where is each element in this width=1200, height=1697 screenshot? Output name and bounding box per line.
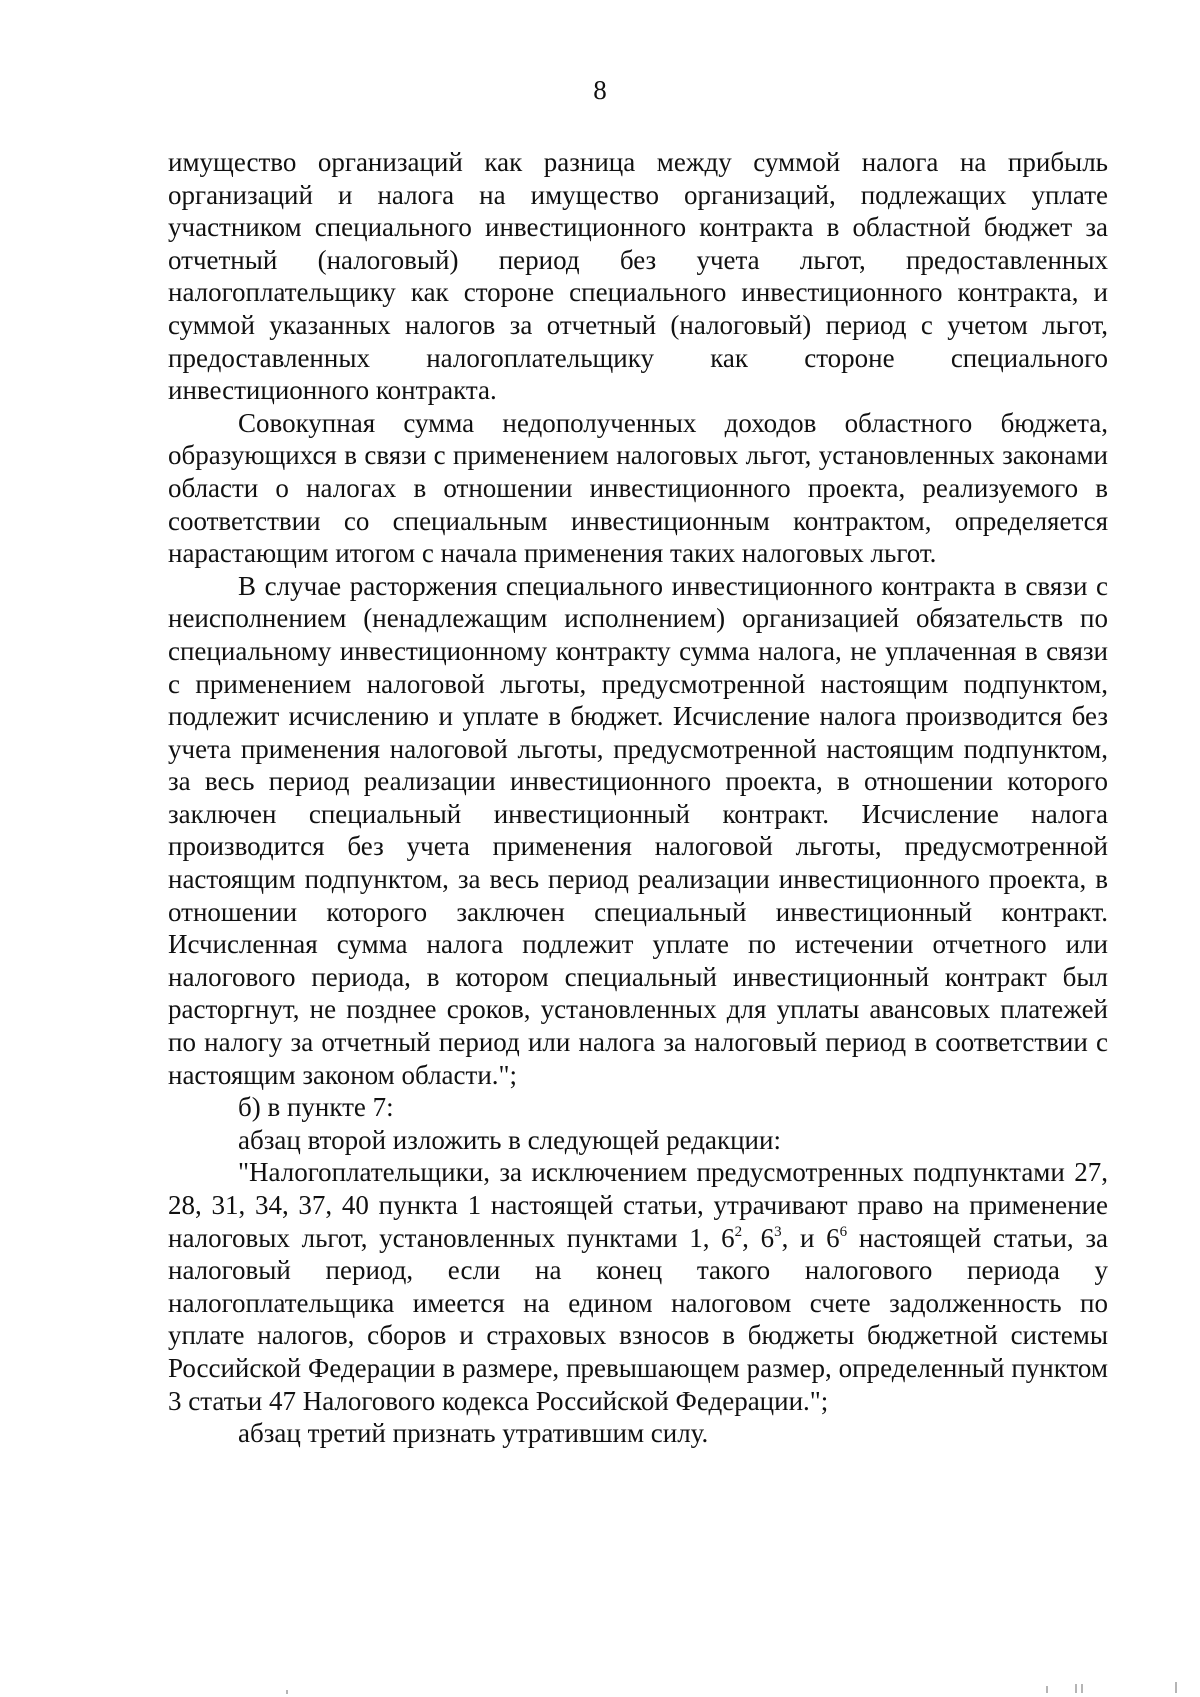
- scan-mark: [1175, 1682, 1177, 1693]
- page-number: 8: [593, 75, 607, 105]
- scan-mark: [1075, 1684, 1077, 1693]
- paragraph-third-clause-repeal: абзац третий признать утратившим силу.: [238, 1418, 709, 1449]
- clause-text-sep-1: , 6: [742, 1222, 775, 1253]
- clause-text-end: настоящей статьи, за налоговый период, если на конец такого налогового периода у налогоплательщика имеется на едином налоговом счете задолженность по уплате налогов, сборов и страховых взносов в бюджеты бюджетной системы Российской Федерации в размере, превышающем размер, определенный пунктом 3 статьи 47 Налогового кодекса Российской Федерации.";: [168, 1222, 1109, 1416]
- scan-mark: [1081, 1684, 1083, 1693]
- paragraph-new-clause-text: [168, 1156, 1108, 1417]
- paragraph-contract-termination: В случае расторжения специального инвестиционного контракта в связи с неисполнением (ненадлежащим исполнением) организацией обязательств по специальному инвестиционному контракту сумма налога, не уплаченная в связи с применением налоговой льготы, предусмотренной настоящим подпунктом, подлежит исчислению и уплате в бюджет. Исчисление налога производится без учета применения налоговой льготы, предусмотренной настоящим подпунктом, за весь период реализации инвестиционного проекта, в отношении которого заключен специальный инвестиционный контракт. Исчисление налога производится без учета применения налоговой льготы, предусмотренной настоящим подпунктом, за весь период реализации инвестиционного проекта, в отношении которого заключен специальный инвестиционный контракт. Исчисленная сумма налога подлежит уплате по истечении отчетного или налогового периода, в котором специальный инвестиционный контракт был расторгнут, не позднее сроков, установленных для уплаты авансовых платежей по налогу за отчетный период или налога за налоговый период в соответствии с настоящим законом области.";: [168, 570, 1108, 1090]
- clause-text-start: "Налогоплательщики, за исключением предусмотренных подпунктами 27, 28, 31, 34, 37, 40 пункта 1 настоящей статьи, утрачивают право на применение налоговых льгот, установленных пунктами 1, 6: [168, 1157, 1108, 1253]
- superscript-3: 3: [774, 1223, 782, 1240]
- superscript-2: 2: [734, 1223, 743, 1240]
- document-body: [168, 146, 1108, 1450]
- scan-mark: [286, 1690, 288, 1694]
- superscript-6: 6: [839, 1223, 848, 1240]
- paragraph-subitem-b: б) в пункте 7:: [238, 1092, 394, 1123]
- clause-text-sep-2: , и 6: [781, 1222, 840, 1253]
- paragraph-total-shortfall: Совокупная сумма недополученных доходов областного бюджета, образующихся в связи с применением налоговых льгот, установленных законами области о налогах в отношении инвестиционного проекта, реализуемого в соответствии со специальным инвестиционным контрактом, определяется нарастающим итогом с начала применения таких налоговых льгот.: [168, 407, 1108, 569]
- paragraph-continuation: имущество организаций как разница между суммой налога на прибыль организаций и налога на имущество организаций, подлежащих уплате участником специального инвестиционного контракта в областной бюджет за отчетный (налоговый) период без учета льгот, предоставленных налогоплательщику как стороне специального инвестиционного контракта, и суммой указанных налогов за отчетный (налоговый) период с учетом льгот, предоставленных налогоплательщику как стороне специального инвестиционного контракта.: [168, 147, 1108, 406]
- paragraph-second-clause-intro: абзац второй изложить в следующей редакции:: [238, 1124, 781, 1155]
- scan-mark: [1046, 1686, 1048, 1693]
